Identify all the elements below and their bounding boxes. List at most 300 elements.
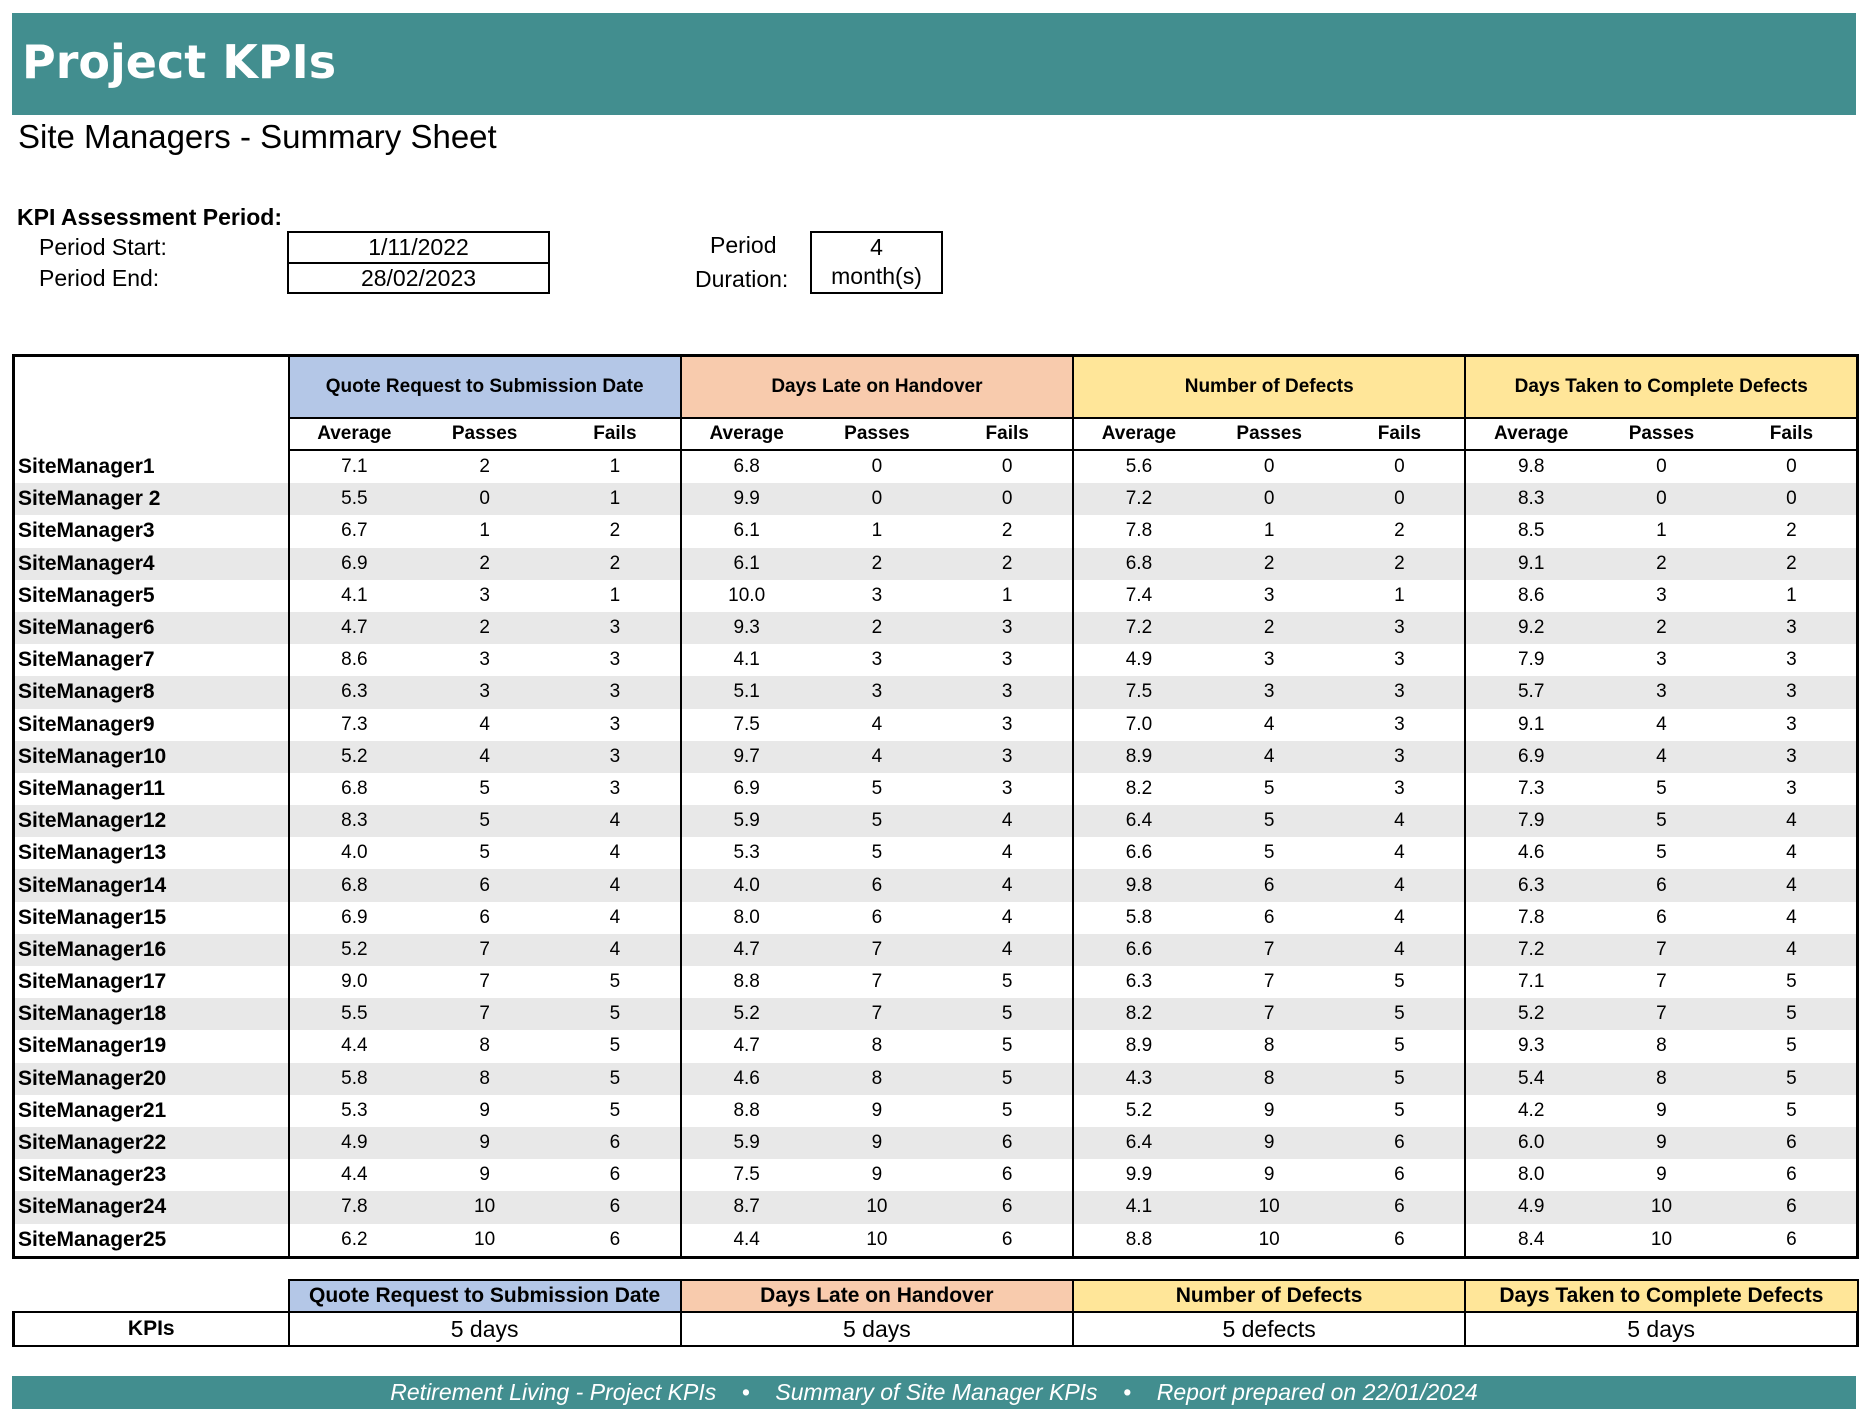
- table-row: [14, 1063, 1858, 1095]
- cell-passes: 5: [812, 805, 943, 837]
- cell-passes: 0: [1204, 483, 1335, 515]
- cell-average: 9.9: [1073, 1159, 1204, 1191]
- cell-fails: 0: [1335, 483, 1466, 515]
- cell-fails: 1: [609, 584, 621, 606]
- cell-average: 5.5: [289, 483, 420, 515]
- cell-average: 4.2: [1465, 1095, 1596, 1127]
- cell-average: 8.2: [1073, 773, 1204, 805]
- footer-text-3: Report prepared on 22/01/2024: [1156, 1379, 1478, 1405]
- cell-average: 6.9: [681, 773, 812, 805]
- cell-fails: 2: [1335, 548, 1466, 580]
- cell-average: 7.8: [289, 1191, 420, 1223]
- footer-bar: [12, 1376, 1856, 1409]
- cell-fails: 5: [609, 1035, 621, 1057]
- site-manager-name: SiteManager7: [14, 644, 289, 676]
- group-header-quote: Quote Request to Submission Date: [289, 356, 681, 419]
- cell-average: 5.4: [1465, 1063, 1596, 1095]
- cell-average: 4.4: [289, 1030, 420, 1062]
- table-row: [14, 1127, 1858, 1159]
- cell-average: 8.6: [1465, 580, 1596, 612]
- cell-passes: 10: [1204, 1191, 1335, 1223]
- cell-passes: 7: [1263, 971, 1275, 993]
- cell-passes: 5: [1656, 777, 1667, 799]
- cell-passes: 2: [419, 548, 550, 580]
- cell-fails: 2: [1001, 520, 1013, 542]
- cell-average: 6.3: [289, 676, 420, 708]
- cell-fails: 5: [1786, 971, 1797, 993]
- cell-average: 5.2: [289, 741, 420, 773]
- cell-fails: 4: [1394, 842, 1405, 864]
- period-heading: KPI Assessment Period:: [17, 204, 283, 230]
- site-manager-name: SiteManager5: [14, 580, 289, 612]
- site-manager-name: SiteManager14: [14, 869, 289, 901]
- cell-average: 10.0: [681, 580, 812, 612]
- period-end-value[interactable]: 28/02/2023: [360, 265, 477, 291]
- cell-fails: 2: [1727, 548, 1858, 580]
- cell-fails: 4: [1727, 805, 1858, 837]
- cell-passes: 6: [1656, 906, 1667, 928]
- table-row: [14, 644, 1858, 676]
- cell-fails: 5: [1727, 1063, 1858, 1095]
- cell-fails: 4: [550, 934, 681, 966]
- duration-label-line1: Period: [710, 232, 777, 258]
- cell-passes: 7: [1596, 934, 1727, 966]
- cell-passes: 8: [1596, 1063, 1727, 1095]
- cell-average: 6.1: [681, 515, 812, 547]
- cell-passes: 4: [1656, 713, 1667, 735]
- cell-fails: 4: [1335, 934, 1466, 966]
- cell-average: 9.2: [1465, 612, 1596, 644]
- site-manager-name: SiteManager15: [14, 902, 289, 934]
- cell-fails: 6: [1727, 1127, 1858, 1159]
- cell-fails: 5: [1394, 1035, 1405, 1057]
- kpi-header-defect-days: Days Taken to Complete Defects: [1465, 1280, 1857, 1312]
- cell-average: 5.8: [289, 1063, 420, 1095]
- site-manager-name: SiteManager16: [14, 934, 289, 966]
- cell-average: 9.1: [1465, 548, 1596, 580]
- cell-fails: 5: [942, 1063, 1073, 1095]
- cell-average: 5.9: [681, 1127, 812, 1159]
- kpi-value-handover[interactable]: 5 days: [681, 1312, 1073, 1346]
- cell-average: 6.1: [681, 548, 812, 580]
- cell-passes: 2: [812, 612, 943, 644]
- table-row: [14, 515, 1858, 547]
- cell-average: 8.8: [1073, 1224, 1204, 1258]
- cell-fails: 5: [1001, 1035, 1013, 1057]
- period-start-value[interactable]: 1/11/2022: [289, 233, 548, 264]
- footer-text-1: Retirement Living - Project KPIs: [390, 1379, 717, 1405]
- cell-passes: 6: [812, 869, 943, 901]
- cell-passes: 6: [1596, 869, 1727, 901]
- table-row: [14, 869, 1858, 901]
- cell-passes: 9: [1656, 1099, 1667, 1121]
- site-manager-name: SiteManager17: [14, 966, 289, 998]
- cell-average: 7.3: [289, 709, 420, 741]
- site-manager-name: SiteManager23: [14, 1159, 289, 1191]
- cell-fails: 3: [1335, 676, 1466, 708]
- cell-passes: 7: [1204, 998, 1335, 1030]
- cell-fails: 4: [1786, 906, 1797, 928]
- cell-fails: 6: [1335, 1127, 1466, 1159]
- cell-average: 4.0: [289, 837, 420, 869]
- cell-fails: 3: [1001, 777, 1013, 799]
- cell-fails: 3: [1727, 612, 1858, 644]
- duration-value[interactable]: 4: [870, 234, 883, 260]
- footer-text-2: Summary of Site Manager KPIs: [775, 1379, 1098, 1405]
- cell-average: 8.0: [1465, 1159, 1596, 1191]
- cell-passes: 0: [1596, 483, 1727, 515]
- cell-average: 4.6: [681, 1063, 812, 1095]
- cell-average: 4.7: [289, 612, 420, 644]
- cell-fails: 4: [1786, 842, 1797, 864]
- cell-passes: 0: [419, 483, 550, 515]
- cell-passes: 7: [1656, 971, 1667, 993]
- site-manager-name: SiteManager9: [14, 709, 289, 741]
- site-manager-name: SiteManager11: [14, 773, 289, 805]
- subheader-average: Average: [1465, 418, 1596, 450]
- duration-unit: month(s): [831, 263, 922, 289]
- cell-fails: 4: [1394, 906, 1405, 928]
- cell-fails: 4: [1335, 869, 1466, 901]
- duration-label-line2: Duration:: [695, 266, 789, 292]
- cell-passes: 3: [479, 584, 490, 606]
- cell-average: 7.1: [1465, 966, 1596, 998]
- cell-passes: 8: [1656, 1035, 1667, 1057]
- cell-fails: 5: [1001, 971, 1013, 993]
- cell-fails: 6: [1786, 1228, 1797, 1250]
- table-row: [14, 934, 1858, 966]
- cell-fails: 5: [1335, 998, 1466, 1030]
- cell-fails: 4: [1727, 934, 1858, 966]
- cell-passes: 9: [1263, 1164, 1275, 1186]
- cell-passes: 3: [1656, 649, 1667, 671]
- cell-average: 4.9: [1073, 644, 1204, 676]
- cell-fails: 4: [942, 934, 1073, 966]
- cell-average: 8.8: [681, 1095, 812, 1127]
- cell-average: 5.2: [289, 934, 420, 966]
- cell-passes: 6: [1263, 906, 1275, 928]
- cell-passes: 7: [419, 934, 550, 966]
- cell-passes: 3: [1204, 676, 1335, 708]
- cell-average: 6.3: [1073, 966, 1204, 998]
- kpi-value-defects[interactable]: 5 defects: [1073, 1312, 1465, 1346]
- cell-passes: 3: [479, 649, 490, 671]
- cell-passes: 9: [812, 1127, 943, 1159]
- cell-passes: 6: [419, 869, 550, 901]
- site-manager-name: SiteManager8: [14, 676, 289, 708]
- cell-fails: 6: [550, 1191, 681, 1223]
- table-row: [14, 1191, 1858, 1223]
- cell-passes: 9: [1656, 1164, 1667, 1186]
- cell-fails: 2: [550, 548, 681, 580]
- table-row: [14, 966, 1858, 998]
- cell-passes: 4: [871, 713, 883, 735]
- cell-passes: 5: [1204, 805, 1335, 837]
- cell-fails: 5: [550, 998, 681, 1030]
- cell-fails: 1: [1394, 584, 1405, 606]
- table-row: [14, 580, 1858, 612]
- cell-fails: 4: [1335, 805, 1466, 837]
- cell-average: 8.9: [1073, 741, 1204, 773]
- cell-passes: 5: [479, 842, 490, 864]
- cell-average: 7.9: [1465, 644, 1596, 676]
- cell-average: 4.7: [681, 934, 812, 966]
- cell-passes: 10: [1258, 1228, 1280, 1250]
- cell-fails: 5: [1335, 1063, 1466, 1095]
- site-manager-name: SiteManager1: [14, 450, 289, 483]
- cell-passes: 9: [419, 1127, 550, 1159]
- subheader-passes: Passes: [812, 418, 943, 450]
- cell-fails: 3: [609, 713, 621, 735]
- subheader-average: Average: [1073, 418, 1204, 450]
- cell-average: 8.9: [1073, 1030, 1204, 1062]
- cell-fails: 3: [609, 649, 621, 671]
- cell-average: 9.0: [289, 966, 420, 998]
- cell-fails: 4: [942, 869, 1073, 901]
- cell-passes: 9: [871, 1164, 883, 1186]
- cell-average: 4.9: [1465, 1191, 1596, 1223]
- cell-passes: 2: [1596, 548, 1727, 580]
- cell-average: 8.8: [681, 966, 812, 998]
- cell-fails: 3: [1786, 777, 1797, 799]
- cell-fails: 5: [609, 1099, 621, 1121]
- cell-fails: 4: [1727, 869, 1858, 901]
- cell-average: 8.4: [1465, 1224, 1596, 1258]
- cell-passes: 1: [1656, 520, 1667, 542]
- cell-average: 4.3: [1073, 1063, 1204, 1095]
- cell-average: 6.8: [289, 869, 420, 901]
- cell-passes: 4: [1204, 741, 1335, 773]
- table-row: [14, 450, 1858, 483]
- table-row: [14, 612, 1858, 644]
- cell-fails: 1: [609, 456, 621, 478]
- cell-average: 5.5: [289, 998, 420, 1030]
- cell-average: 5.6: [1073, 450, 1204, 483]
- cell-passes: 7: [479, 971, 490, 993]
- cell-average: 6.3: [1465, 869, 1596, 901]
- cell-fails: 6: [550, 1127, 681, 1159]
- kpi-row-label: KPIs: [14, 1312, 289, 1346]
- cell-fails: 1: [1001, 584, 1013, 606]
- cell-passes: 4: [479, 713, 490, 735]
- cell-fails: 6: [609, 1228, 621, 1250]
- site-manager-name: SiteManager3: [14, 515, 289, 547]
- cell-fails: 6: [1394, 1228, 1405, 1250]
- cell-passes: 0: [1656, 456, 1667, 478]
- title-banner: [12, 13, 1856, 115]
- cell-average: 4.4: [681, 1224, 812, 1258]
- cell-average: 7.2: [1073, 612, 1204, 644]
- cell-fails: 4: [1001, 842, 1013, 864]
- cell-fails: 5: [609, 971, 621, 993]
- cell-passes: 4: [419, 741, 550, 773]
- site-manager-name: SiteManager10: [14, 741, 289, 773]
- cell-average: 4.7: [681, 1030, 812, 1062]
- cell-fails: 3: [1727, 741, 1858, 773]
- cell-average: 5.8: [1073, 902, 1204, 934]
- kpi-value-quote[interactable]: 5 days: [289, 1312, 681, 1346]
- kpi-header-quote: Quote Request to Submission Date: [289, 1280, 681, 1312]
- cell-passes: 8: [419, 1063, 550, 1095]
- cell-passes: 10: [419, 1191, 550, 1223]
- site-manager-name: SiteManager13: [14, 837, 289, 869]
- site-manager-name: SiteManager6: [14, 612, 289, 644]
- cell-passes: 0: [871, 456, 883, 478]
- cell-average: 9.8: [1465, 450, 1596, 483]
- cell-fails: 5: [550, 1063, 681, 1095]
- cell-passes: 2: [1204, 612, 1335, 644]
- cell-average: 7.2: [1073, 483, 1204, 515]
- cell-average: 6.6: [1073, 934, 1204, 966]
- page-subtitle: Site Managers - Summary Sheet: [18, 118, 497, 155]
- cell-fails: 3: [1394, 649, 1405, 671]
- table-row: [14, 548, 1858, 580]
- cell-fails: 3: [609, 777, 621, 799]
- cell-fails: 2: [1394, 520, 1405, 542]
- cell-fails: 5: [1394, 971, 1405, 993]
- cell-passes: 4: [1263, 713, 1275, 735]
- table-row: [14, 709, 1858, 741]
- cell-average: 5.2: [681, 998, 812, 1030]
- cell-fails: 6: [1786, 1164, 1797, 1186]
- cell-average: 4.4: [289, 1159, 420, 1191]
- group-header-defects: Number of Defects: [1073, 356, 1465, 419]
- cell-average: 4.1: [289, 580, 420, 612]
- footer-separator-2: •: [1123, 1379, 1132, 1405]
- cell-passes: 9: [871, 1099, 883, 1121]
- cell-passes: 5: [479, 777, 490, 799]
- cell-average: 6.6: [1073, 837, 1204, 869]
- cell-fails: 4: [609, 906, 621, 928]
- cell-average: 6.9: [289, 548, 420, 580]
- cell-fails: 3: [1394, 713, 1405, 735]
- cell-fails: 2: [942, 548, 1073, 580]
- period-dates-box: [287, 231, 550, 294]
- cell-average: 7.9: [1465, 805, 1596, 837]
- cell-fails: 3: [1001, 713, 1013, 735]
- cell-passes: 5: [871, 842, 883, 864]
- table-row: [14, 805, 1858, 837]
- table-row: [14, 1095, 1858, 1127]
- cell-average: 6.9: [1465, 741, 1596, 773]
- cell-average: 9.3: [681, 612, 812, 644]
- table-row: [14, 998, 1858, 1030]
- cell-average: 5.3: [681, 837, 812, 869]
- cell-fails: 0: [1786, 456, 1797, 478]
- subheader-average: Average: [289, 418, 420, 450]
- cell-passes: 3: [812, 676, 943, 708]
- table-row: [14, 483, 1858, 515]
- cell-fails: 5: [1001, 1099, 1013, 1121]
- group-header-handover: Days Late on Handover: [681, 356, 1073, 419]
- cell-fails: 4: [942, 805, 1073, 837]
- cell-average: 7.0: [1073, 709, 1204, 741]
- cell-passes: 3: [1263, 584, 1275, 606]
- cell-passes: 2: [419, 612, 550, 644]
- subheader-passes: Passes: [419, 418, 550, 450]
- subheader-passes: Passes: [1204, 418, 1335, 450]
- cell-fails: 0: [1394, 456, 1405, 478]
- cell-average: 6.7: [289, 515, 420, 547]
- cell-fails: 3: [1335, 612, 1466, 644]
- footer-separator-1: •: [741, 1379, 750, 1405]
- cell-passes: 2: [479, 456, 490, 478]
- cell-average: 4.6: [1465, 837, 1596, 869]
- cell-average: 4.9: [289, 1127, 420, 1159]
- site-manager-name: SiteManager22: [14, 1127, 289, 1159]
- cell-fails: 6: [609, 1164, 621, 1186]
- cell-passes: 9: [479, 1164, 490, 1186]
- cell-passes: 5: [1263, 842, 1275, 864]
- cell-passes: 8: [812, 1063, 943, 1095]
- cell-fails: 4: [1001, 906, 1013, 928]
- kpi-targets-table: [12, 1279, 1859, 1347]
- group-header-defect-days: Days Taken to Complete Defects: [1465, 356, 1857, 419]
- cell-fails: 3: [942, 612, 1073, 644]
- cell-passes: 2: [1204, 548, 1335, 580]
- cell-average: 7.4: [1073, 580, 1204, 612]
- cell-average: 9.9: [681, 483, 812, 515]
- cell-passes: 0: [812, 483, 943, 515]
- subheader-fails: Fails: [550, 418, 681, 450]
- cell-passes: 9: [1204, 1127, 1335, 1159]
- cell-fails: 4: [550, 805, 681, 837]
- cell-average: 7.3: [1465, 773, 1596, 805]
- name-column-header: [14, 356, 289, 451]
- cell-passes: 1: [479, 520, 490, 542]
- cell-fails: 3: [1335, 741, 1466, 773]
- cell-average: 5.2: [1465, 998, 1596, 1030]
- subheader-fails: Fails: [942, 418, 1073, 450]
- cell-average: 9.7: [681, 741, 812, 773]
- period-duration-box: [810, 231, 943, 294]
- table-row: [14, 902, 1858, 934]
- kpi-value-defect-days[interactable]: 5 days: [1465, 1312, 1857, 1346]
- cell-fails: 6: [1394, 1164, 1405, 1186]
- cell-fails: 6: [942, 1127, 1073, 1159]
- cell-passes: 7: [812, 934, 943, 966]
- cell-fails: 0: [1001, 456, 1013, 478]
- cell-average: 6.4: [1073, 805, 1204, 837]
- cell-average: 4.1: [1073, 1191, 1204, 1223]
- cell-fails: 3: [1394, 777, 1405, 799]
- cell-average: 5.7: [1465, 676, 1596, 708]
- cell-passes: 10: [812, 1191, 943, 1223]
- cell-average: 8.0: [681, 902, 812, 934]
- cell-fails: 0: [942, 483, 1073, 515]
- cell-fails: 3: [1786, 649, 1797, 671]
- cell-passes: 0: [1263, 456, 1275, 478]
- cell-passes: 10: [866, 1228, 888, 1250]
- cell-fails: 6: [1727, 1191, 1858, 1223]
- cell-passes: 7: [871, 971, 883, 993]
- site-manager-name: SiteManager18: [14, 998, 289, 1030]
- site-manager-kpi-table: [12, 354, 1859, 1259]
- cell-average: 6.2: [289, 1224, 420, 1258]
- cell-passes: 7: [1596, 998, 1727, 1030]
- period-end-label: Period End:: [39, 265, 160, 291]
- cell-average: 7.5: [681, 709, 812, 741]
- period-start-label: Period Start:: [39, 234, 167, 260]
- cell-average: 5.3: [289, 1095, 420, 1127]
- cell-passes: 2: [812, 548, 943, 580]
- cell-fails: 3: [550, 741, 681, 773]
- cell-passes: 7: [419, 998, 550, 1030]
- cell-average: 7.5: [1073, 676, 1204, 708]
- cell-fails: 3: [1727, 676, 1858, 708]
- cell-average: 7.5: [681, 1159, 812, 1191]
- cell-passes: 9: [1596, 1127, 1727, 1159]
